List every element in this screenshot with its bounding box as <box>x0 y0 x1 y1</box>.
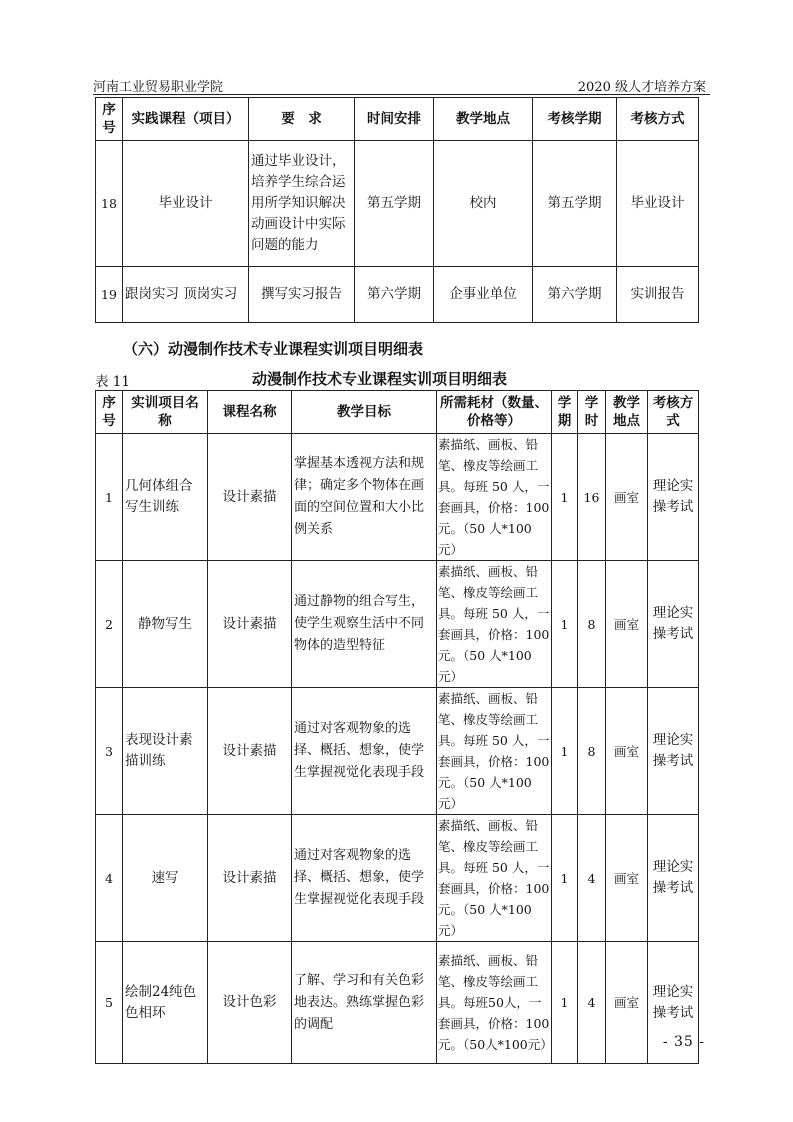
col-header: 教学目标 <box>292 391 437 434</box>
cell-method: 实训报告 <box>617 267 699 323</box>
col-header: 序号 <box>96 391 123 434</box>
cell-materials: 素描纸、画板、铅笔、橡皮等绘画工具。每班 50 人，一套画具，价格：100 元。（50 人*100 元） <box>437 434 552 561</box>
cell-hours: 4 <box>578 815 606 942</box>
cell-materials: 素描纸、画板、铅笔、橡皮等绘画工具。每班 50 人，一套画具，价格：100 元。（50 人*100 元） <box>437 815 552 942</box>
cell-place: 画室 <box>606 815 648 942</box>
table-row <box>96 434 699 561</box>
cell-term: 1 <box>552 942 578 1064</box>
section-title: （六）动漫制作技术专业课程实训项目明细表 <box>123 340 424 358</box>
cell-goal: 了解、学习和有关色彩地表达。熟练掌握色彩的调配 <box>292 942 437 1064</box>
col-header: 要 求 <box>249 98 355 141</box>
cell-term: 第六学期 <box>533 267 617 323</box>
header-doc-title: 2020 级人才培养方案 <box>577 80 706 95</box>
cell-materials: 素描纸、画板、铅笔、橡皮等绘画工具。每班 50 人，一套画具，价格：100 元。（50 人*100 元） <box>437 561 552 688</box>
cell-goal: 通过静物的组合写生，使学生观察生活中不同物体的造型特征 <box>292 561 437 688</box>
table-caption-label: 表 11 <box>95 374 130 390</box>
col-header: 实训项目名称 <box>123 391 208 434</box>
cell-place: 画室 <box>606 561 648 688</box>
cell-project: 速写 <box>123 815 208 942</box>
cell-course: 设计素描 <box>208 434 292 561</box>
cell-hours: 16 <box>578 434 606 561</box>
cell-term: 1 <box>552 434 578 561</box>
col-header: 教学地点 <box>606 391 648 434</box>
cell-place: 画室 <box>606 688 648 815</box>
col-header: 考核方式 <box>617 98 699 141</box>
cell-place: 企事业单位 <box>434 267 533 323</box>
col-header: 实践课程（项目） <box>123 98 249 141</box>
table-header-row <box>96 391 699 434</box>
table-caption-title: 动漫制作技术专业课程实训项目明细表 <box>252 370 508 388</box>
table-row <box>96 942 699 1064</box>
practice-course-table <box>95 97 699 323</box>
cell-time: 第六学期 <box>355 267 434 323</box>
cell-no: 19 <box>96 267 123 323</box>
cell-course: 设计素描 <box>208 561 292 688</box>
cell-term: 1 <box>552 561 578 688</box>
cell-requirement: 撰写实习报告 <box>249 267 355 323</box>
header-divider <box>93 94 710 95</box>
table-row <box>96 141 699 267</box>
cell-project: 表现设计素描训练 <box>123 688 208 815</box>
col-header: 课程名称 <box>208 391 292 434</box>
cell-hours: 4 <box>578 942 606 1064</box>
cell-requirement: 通过毕业设计，培养学生综合运用所学知识解决动画设计中实际问题的能力 <box>249 141 355 267</box>
cell-assessment: 理论实操考试 <box>648 561 699 688</box>
cell-hours: 8 <box>578 688 606 815</box>
cell-goal: 通过对客观物象的选择、概括、想象，使学生掌握视觉化表现手段 <box>292 815 437 942</box>
col-header: 所需耗材（数量、价格等） <box>437 391 552 434</box>
cell-assessment: 理论实操考试 <box>648 942 699 1064</box>
cell-materials: 素描纸、画板、铅笔、橡皮等绘画工具。每班50人，一套画具，价格：100 元。（50人*100元） <box>437 942 552 1064</box>
cell-course: 设计素描 <box>208 688 292 815</box>
cell-goal: 通过对客观物象的选择、概括、想象，使学生掌握视觉化表现手段 <box>292 688 437 815</box>
table-row <box>96 267 699 323</box>
col-header: 教学地点 <box>434 98 533 141</box>
cell-project: 静物写生 <box>123 561 208 688</box>
table-header-row <box>96 98 699 141</box>
cell-term: 1 <box>552 688 578 815</box>
cell-place: 画室 <box>606 942 648 1064</box>
cell-project: 绘制24纯色色相环 <box>123 942 208 1064</box>
cell-course: 跟岗实习 顶岗实习 <box>123 267 249 323</box>
table-row <box>96 561 699 688</box>
cell-place: 校内 <box>434 141 533 267</box>
cell-term: 1 <box>552 815 578 942</box>
cell-place: 画室 <box>606 434 648 561</box>
cell-project: 几何体组合写生训练 <box>123 434 208 561</box>
cell-method: 毕业设计 <box>617 141 699 267</box>
col-header: 学时 <box>578 391 606 434</box>
cell-no: 2 <box>96 561 123 688</box>
header-institution: 河南工业贸易职业学院 <box>93 80 224 95</box>
table-row <box>96 815 699 942</box>
col-header: 考核学期 <box>533 98 617 141</box>
page-number: - 35 - <box>662 1034 705 1050</box>
cell-materials: 素描纸、画板、铅笔、橡皮等绘画工具。每班 50 人，一套画具，价格：100 元。（50 人*100 元） <box>437 688 552 815</box>
cell-hours: 8 <box>578 561 606 688</box>
cell-no: 3 <box>96 688 123 815</box>
table-row <box>96 688 699 815</box>
col-header: 考核方式 <box>648 391 699 434</box>
cell-no: 18 <box>96 141 123 267</box>
cell-goal: 掌握基本透视方法和规律；确定多个物体在画面的空间位置和大小比例关系 <box>292 434 437 561</box>
cell-time: 第五学期 <box>355 141 434 267</box>
cell-course: 设计色彩 <box>208 942 292 1064</box>
cell-assessment: 理论实操考试 <box>648 434 699 561</box>
cell-assessment: 理论实操考试 <box>648 815 699 942</box>
cell-course: 毕业设计 <box>123 141 249 267</box>
col-header: 时间安排 <box>355 98 434 141</box>
training-project-table <box>95 390 699 1064</box>
cell-course: 设计素描 <box>208 815 292 942</box>
cell-no: 4 <box>96 815 123 942</box>
cell-no: 1 <box>96 434 123 561</box>
cell-assessment: 理论实操考试 <box>648 688 699 815</box>
cell-term: 第五学期 <box>533 141 617 267</box>
cell-no: 5 <box>96 942 123 1064</box>
col-header: 学期 <box>552 391 578 434</box>
col-header: 序号 <box>96 98 123 141</box>
